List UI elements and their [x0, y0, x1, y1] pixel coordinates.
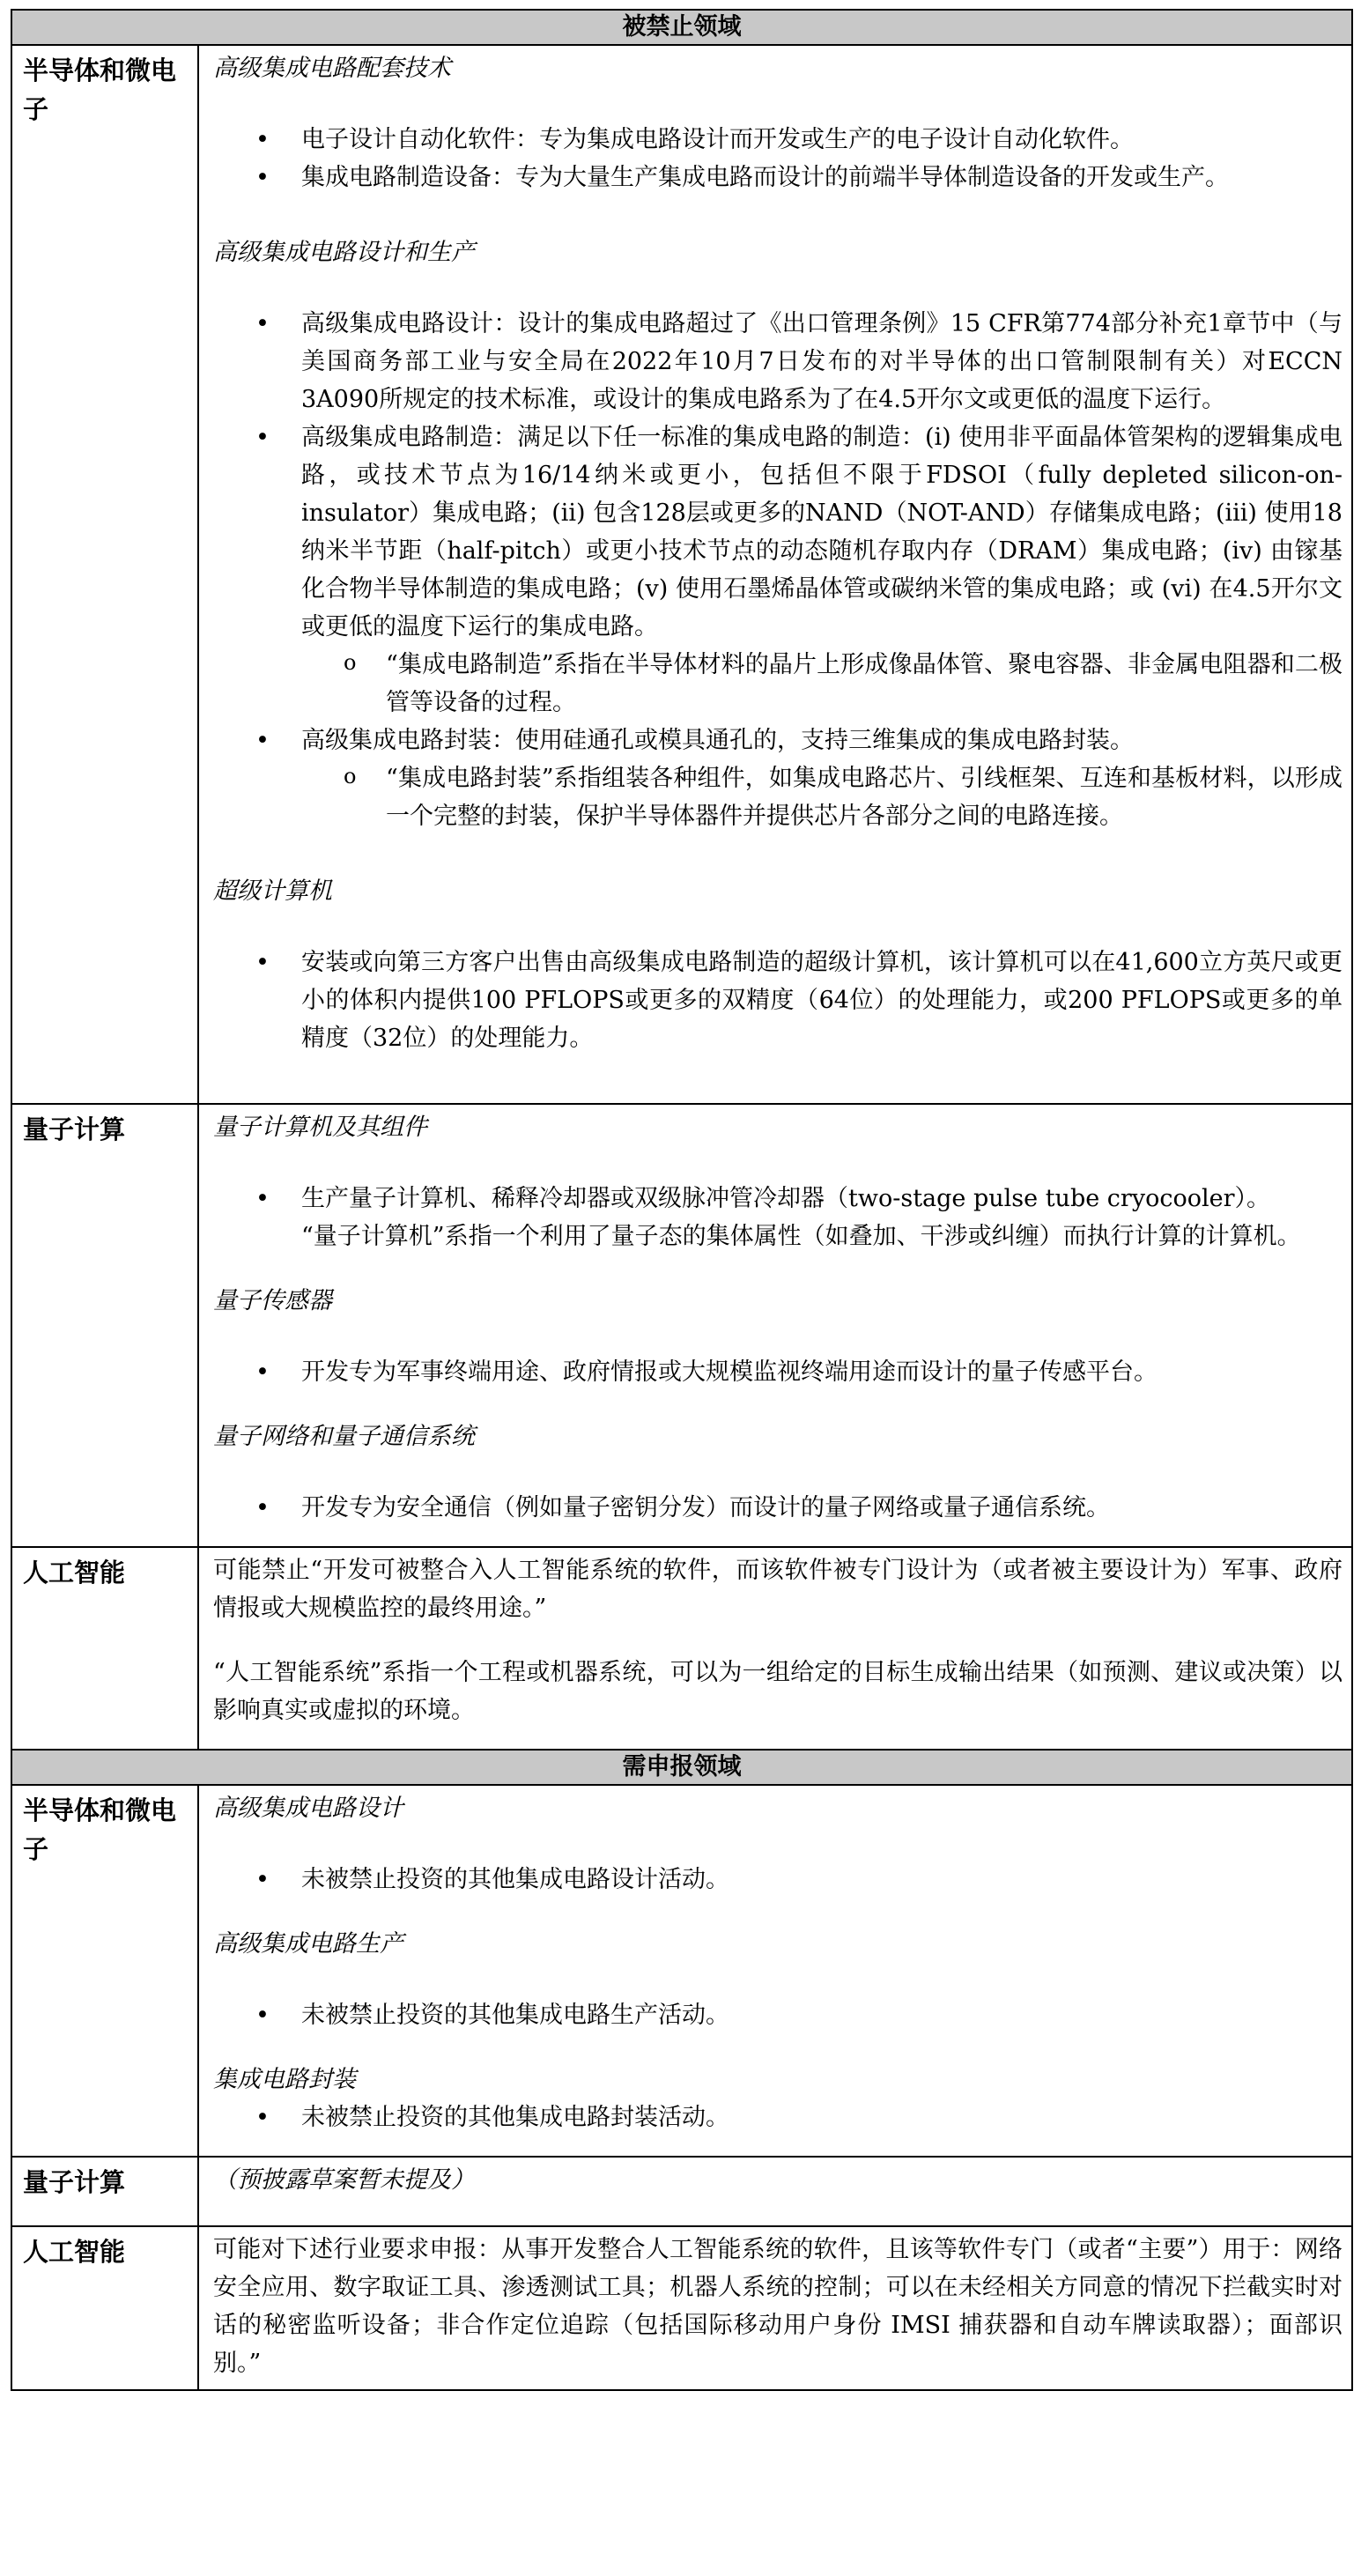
notifiable-header: 需申报领域 — [11, 1750, 1352, 1785]
notifiable-header-row — [11, 1750, 1352, 1785]
definition-note: “量子计算机”系指一个利用了量子态的集体属性（如叠加、干涉或纠缠）而执行计算的计算机。 — [301, 1223, 1301, 1250]
category-title: 高级集成电路配套技术 — [213, 55, 451, 82]
list-item: • 未被禁止投资的其他集成电路封装活动。 — [213, 2099, 1343, 2136]
notifiable-quantum-row — [11, 2157, 1352, 2226]
category-title: 量子网络和量子通信系统 — [213, 1423, 475, 1450]
bullet-list — [213, 1489, 1343, 1527]
bullet-list — [213, 305, 1343, 646]
bullet-list — [213, 722, 1343, 759]
list-item: • 高级集成电路封装：使用硅通孔或模具通孔的，支持三维集成的集成电路封装。 — [213, 722, 1343, 759]
list-item: • 集成电路制造设备：专为大量生产集成电路而设计的前端半导体制造设备的开发或生产。 — [213, 159, 1343, 196]
category-title: 高级集成电路设计和生产 — [213, 239, 475, 266]
list-item-text: 高级集成电路制造：满足以下任一标准的集成电路的制造：(i) 使用非平面晶体管架构的逻辑集成电路，或技术节点为16/14纳米或更小，包括但不限于FDSOI（fully depleted silicon-on-insulator）集成电路；(ii) 包含128层或更多的NAND（NOT-AND）存储集成电路；(iii) 使用18纳米半节距（half-pitch）或更小技术节点的动态随机存取内存（DRAM）集成电路；(iv) 由镓基化合物半导体制造的集成电路；(v) 使用石墨烯晶体管或碳纳米管的集成电路；或 (vi) 在4.5开尔文或更低的温度下运行的集成电路。 — [301, 424, 1343, 640]
paragraph: “人工智能系统”系指一个工程或机器系统，可以为一组给定的目标生成输出结果（如预测、建议或决策）以影响真实或虚拟的环境。 — [213, 1659, 1343, 1724]
sub-list-item: o “集成电路制造”系指在半导体材料的晶片上形成像晶体管、聚电容器、非金属电阻器和二极管等设备的过程。 — [301, 646, 1343, 722]
bullet-list — [213, 1353, 1343, 1391]
list-item: • 开发专为安全通信（例如量子密钥分发）而设计的量子网络或量子通信系统。 — [213, 1489, 1343, 1527]
category-title: 高级集成电路设计 — [213, 1795, 403, 1822]
domain-label: 人工智能 — [11, 2226, 198, 2390]
sub-list-item: o “集成电路封装”系指组装各种组件，如集成电路芯片、引线框架、互连和基板材料，以形成一个完整的封装，保护半导体器件并提供芯片各部分之间的电路连接。 — [301, 759, 1343, 835]
domain-content — [198, 45, 1352, 1104]
domain-content — [198, 1104, 1352, 1547]
category-title: 量子传感器 — [213, 1287, 332, 1314]
note-text: （预披露草案暂未提及） — [213, 2166, 475, 2194]
domain-content — [198, 2157, 1352, 2226]
bullet-list — [213, 1861, 1343, 1899]
domain-label: 半导体和微电子 — [11, 1785, 198, 2157]
category-title: 集成电路封装 — [213, 2066, 356, 2093]
prohibited-ai-row — [11, 1547, 1352, 1750]
list-item: • 未被禁止投资的其他集成电路设计活动。 — [213, 1861, 1343, 1899]
domain-content — [198, 1785, 1352, 2157]
list-item: • 生产量子计算机、稀释冷却器或双级脉冲管冷却器（two-stage pulse tube cryocooler）。 — [213, 1180, 1343, 1218]
paragraph: 可能对下述行业要求申报：从事开发整合人工智能系统的软件，且该等软件专门（或者“主要”）用于：网络安全应用、数字取证工具、渗透测试工具；机器人系统的控制；可以在未经相关方同意的情况下拦截实时对话的秘密监听设备；非合作定位追踪（包括国际移动用户身份 IMSI 捕获器和自动车牌读取器）；面部识别。” — [213, 2236, 1343, 2377]
bullet-list — [213, 1180, 1343, 1218]
notifiable-ai-row — [11, 2226, 1352, 2390]
category-title: 超级计算机 — [213, 877, 332, 905]
prohibited-quantum-row — [11, 1104, 1352, 1547]
prohibited-semiconductors-row — [11, 45, 1352, 1104]
prohibited-header: 被禁止领域 — [11, 10, 1352, 45]
category-title: 量子计算机及其组件 — [213, 1114, 427, 1141]
bullet-list — [213, 1996, 1343, 2034]
bullet-list — [213, 2099, 1343, 2136]
sub-list — [301, 646, 1343, 722]
list-item: • 未被禁止投资的其他集成电路生产活动。 — [213, 1996, 1343, 2034]
list-item: • 开发专为军事终端用途、政府情报或大规模监视终端用途而设计的量子传感平台。 — [213, 1353, 1343, 1391]
bullet-list — [213, 121, 1343, 196]
paragraph: 可能禁止“开发可被整合入人工智能系统的软件，而该软件被专门设计为（或者被主要设计为）军事、政府情报或大规模监控的最终用途。” — [213, 1557, 1343, 1622]
domain-label: 人工智能 — [11, 1547, 198, 1750]
prohibited-header-row — [11, 10, 1352, 45]
domain-label: 量子计算 — [11, 2157, 198, 2226]
sub-list — [301, 759, 1343, 835]
domain-label: 半导体和微电子 — [11, 45, 198, 1104]
category-title: 高级集成电路生产 — [213, 1930, 403, 1958]
list-item: • 电子设计自动化软件：专为集成电路设计而开发或生产的电子设计自动化软件。 — [213, 121, 1343, 159]
domain-label: 量子计算 — [11, 1104, 198, 1547]
notifiable-semiconductors-row — [11, 1785, 1352, 2157]
domain-content — [198, 1547, 1352, 1750]
domain-content — [198, 2226, 1352, 2390]
bullet-list — [213, 944, 1343, 1057]
list-item: • 安装或向第三方客户出售由高级集成电路制造的超级计算机，该计算机可以在41,600立方英尺或更小的体积内提供100 PFLOPS或更多的双精度（64位）的处理能力，或200 PFLOPS或更多的单精度（32位）的处理能力。 — [213, 944, 1343, 1057]
investment-sectors-table — [11, 9, 1353, 2391]
list-item — [213, 418, 1343, 646]
list-item: • 高级集成电路设计：设计的集成电路超过了《出口管理条例》15 CFR第774部分补充1章节中（与美国商务部工业与安全局在2022年10月7日发布的对半导体的出口管制限制有关）对ECCN 3A090所规定的技术标准，或设计的集成电路系为了在4.5开尔文或更低的温度下运行。 — [213, 305, 1343, 418]
